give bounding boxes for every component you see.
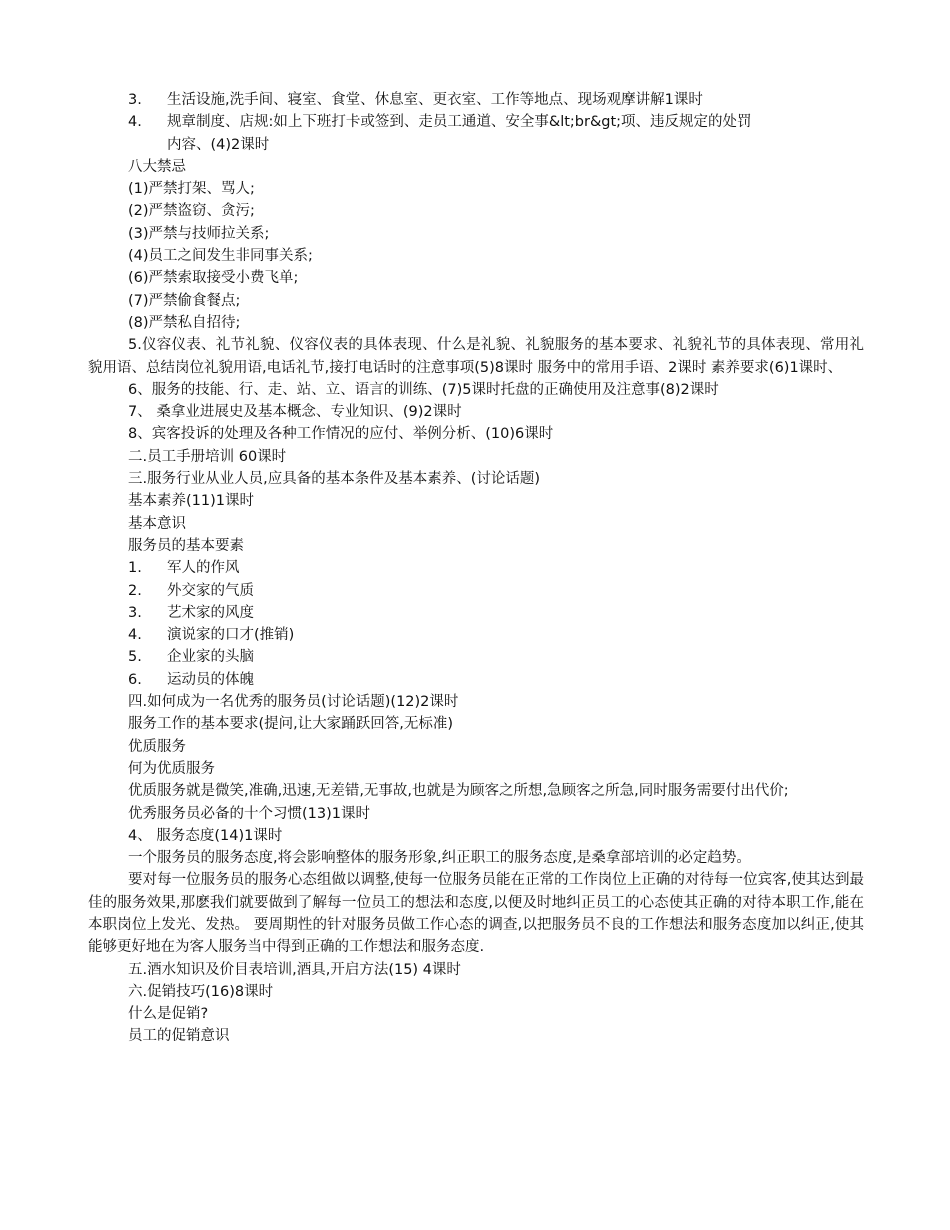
ban-item: (7)严禁偷食餐点; — [128, 292, 241, 309]
ban-item: (6)严禁索取接受小费飞单; — [128, 270, 299, 287]
paragraph-etiquette: 5.仪容仪表、礼节礼貌、仪容仪表的具体表现、什么是礼貌、礼貌服务的基本要求、礼貌礼节的具体表现、常用礼貌用语、总结岗位礼貌用语,电话礼节,接打电话时的注意事项(5)8课时 服务中的常用手语、2课时 素养要求(6)1课时、 — [88, 337, 864, 376]
ban-item: (1)严禁打架、骂人; — [128, 181, 255, 198]
paragraph-quality-service: 优质服务就是微笑,准确,迅速,无差错,无事故,也就是为顾客之所想,急顾客之所急,同时服务需要付出代价; — [128, 783, 789, 800]
document-body — [88, 89, 864, 1048]
section-6-heading: 六.促销技巧(16)8课时 — [128, 983, 274, 1000]
section-3-heading: 三.服务行业从业人员,应具备的基本条件及基本素养、(讨论话题) — [128, 471, 541, 488]
ban-item: (8)严禁私自招待; — [128, 314, 241, 331]
element-item: 6. 运动员的体魄 — [128, 671, 254, 688]
ten-habits: 优秀服务员必备的十个习惯(13)1课时 — [128, 805, 370, 822]
what-is-quality-service: 何为优质服务 — [128, 760, 215, 777]
basic-requirements: 服务工作的基本要求(提问,让大家踊跃回答,无标准) — [128, 716, 454, 733]
element-item: 2. 外交家的气质 — [128, 582, 254, 599]
promotion-awareness: 员工的促销意识 — [128, 1028, 230, 1045]
element-item: 1. 军人的作风 — [128, 560, 240, 577]
item-3: 3. 生活设施,洗手间、寝室、食堂、休息室、更衣室、工作等地点、现场观摩讲解1课时 — [128, 92, 703, 108]
paragraph-attitude-2: 要对每一位服务员的服务心态组做以调整,使每一位服务员能在正常的工作岗位上正确的对待每一位宾客,使其达到最佳的服务效果,那麽我们就要做到了解每一位员工的想法和态度,以便及时地纠正员工的心态使其正确的对待本职工作,能在本职岗位上发光、发热。 要周期性的针对服务员做工作心态的调查,以把服务员不良的工作想法和服务态度加以纠正,使其能够更好地在为客人服务当中得到正确的工作想法和服务态度. — [88, 872, 864, 956]
element-item: 4. 演说家的口才(推销) — [128, 627, 295, 644]
what-is-promotion: 什么是促销? — [128, 1006, 209, 1023]
section-5-heading: 五.酒水知识及价目表培训,酒具,开启方法(15) 4课时 — [128, 961, 461, 978]
element-item: 3. 艺术家的风度 — [128, 604, 254, 621]
basic-awareness: 基本意识 — [128, 515, 186, 532]
paragraph-attitude-1: 一个服务员的服务态度,将会影响整体的服务形象,纠正职工的服务态度,是桑拿部培训的必定趋势。 — [128, 850, 751, 867]
ban-item: (3)严禁与技师拉关系; — [128, 225, 270, 242]
section-4-heading: 四.如何成为一名优秀的服务员(讨论话题)(12)2课时 — [128, 694, 459, 711]
ban-item: (2)严禁盗窃、贪污; — [128, 203, 255, 220]
elements-title: 服务员的基本要素 — [128, 537, 244, 554]
item-8-complaints: 8、宾客投诉的处理及各种工作情况的应付、举例分析、(10)6课时 — [128, 426, 554, 443]
ban-item: (4)员工之间发生非同事关系; — [128, 248, 313, 265]
quality-service: 优质服务 — [128, 738, 186, 755]
element-item: 5. 企业家的头脑 — [128, 649, 254, 666]
service-attitude-heading: 4、 服务态度(14)1课时 — [128, 827, 283, 844]
basic-quality: 基本素养(11)1课时 — [128, 493, 254, 510]
bans-title: 八大禁忌 — [128, 158, 186, 175]
item-6-skills: 6、服务的技能、行、走、站、立、语言的训练、(7)5课时托盘的正确使用及注意事(8)2课时 — [128, 381, 719, 398]
item-7-history: 7、 桑拿业进展史及基本概念、专业知识、(9)2课时 — [128, 404, 462, 421]
section-2-heading: 二.员工手册培训 60课时 — [128, 448, 287, 465]
item-4-continuation: 内容、(4)2课时 — [167, 136, 270, 153]
item-4: 4. 规章制度、店规:如上下班打卡或签到、走员工通道、安全事&lt;br&gt;项、违反规定的处罚 — [128, 114, 752, 131]
